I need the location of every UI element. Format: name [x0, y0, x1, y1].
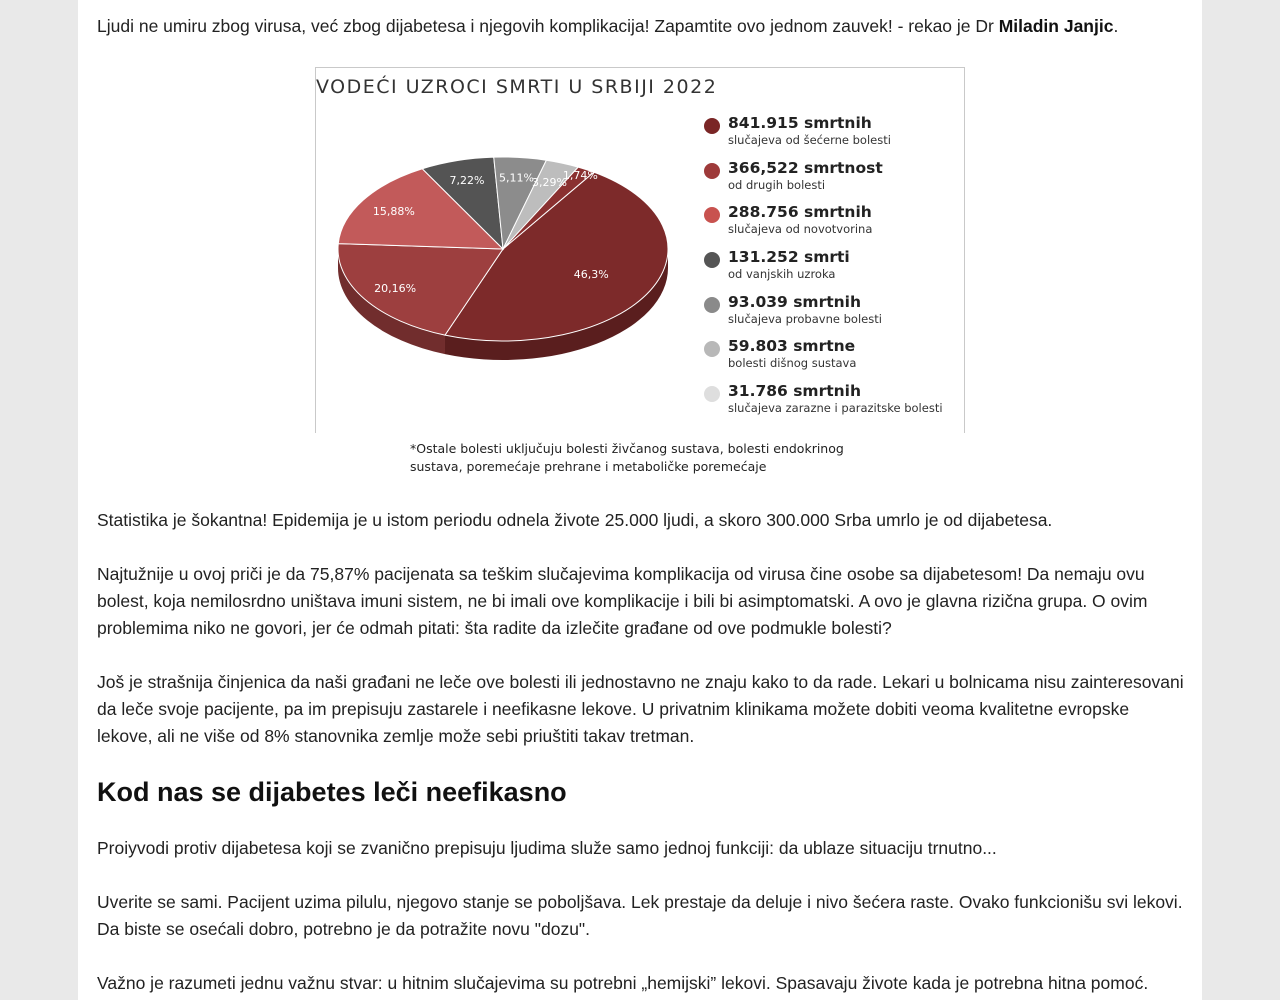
legend-item	[704, 337, 959, 382]
legend-description: slučajeva od novotvorina	[728, 222, 873, 237]
legend-swatch	[704, 163, 720, 179]
chart-figure	[315, 67, 965, 433]
legend-item	[704, 248, 959, 293]
legend-swatch	[704, 252, 720, 268]
chart-legend	[704, 114, 959, 427]
pie-slice-label: 20,16%	[374, 282, 417, 296]
paragraph-saddest: Najtužnije u ovoj priči je da 75,87% pacijenata sa teškim slučajevima komplikacija od virusa čine osobe sa dijabetesom! Da nemaju ovu bolest, koja nemilosrdno uništava imuni sistem, ne bi imali ove komplikacije i bili bi asimptomatski. A ovo je glavna rizična grupa. O ovim problemima niko ne govori, jer će odmah pitati: šta radite da izlečite građane od ove podmukle bolesti?	[97, 564, 1148, 638]
paragraph-see-yourself: Uverite se sami. Pacijent uzima pilulu, njegovo stanje se poboljšava. Lek prestaje da deluje i nivo šećera raste. Ovako funkcionišu svi lekovi. Da biste se osećali dobro, potrebno je da potražite novu "dozu".	[97, 892, 1183, 939]
legend-value: 366,522 smrtnost	[728, 158, 883, 177]
section-heading: Kod nas se dijabetes leči neefikasno	[97, 777, 567, 807]
article-page	[78, 0, 1202, 1000]
paragraph-important: Važno je razumeti jednu važnu stvar: u hitnim slučajevima su potrebni „hemijski” lekovi. Spasavaju živote kada je potrebna hitna pomoć.	[97, 973, 1149, 993]
legend-description: od vanjskih uzroka	[728, 267, 836, 282]
pie-chart	[316, 68, 718, 408]
pie-slice-label: 5,11%	[499, 171, 534, 185]
author-name: Miladin Janjic	[998, 16, 1114, 36]
paragraph-products: Proiyvodi protiv dijabetesa koji se zvanično prepisuju ljudima služe samo jednoj funkciji: da ublaze situaciju trnutno...	[97, 838, 997, 858]
legend-description: od drugih bolesti	[728, 177, 826, 192]
pie-slice-label: 15,88%	[372, 204, 415, 218]
chart-footnote: *Ostale bolesti uključuju bolesti živčanog sustava, bolesti endokrinog sustava, poremećaje prehrane i metaboličke poremećaje	[410, 441, 844, 474]
intro-text: Ljudi ne umiru zbog virusa, već zbog dijabetesa i njegovih komplikacija! Zapamtite ovo jednom zauvek! - rekao je Dr	[97, 16, 999, 36]
chart-title: VODEĆI UZROCI SMRTI U SRBIJI 2022	[316, 76, 718, 98]
legend-value: 59.803 smrtne	[728, 337, 856, 356]
legend-item	[704, 114, 959, 159]
legend-swatch	[704, 118, 720, 134]
legend-description: bolesti dišnog sustava	[728, 356, 857, 371]
legend-swatch	[704, 297, 720, 313]
pie-slice-label: 3,29%	[532, 176, 567, 190]
legend-item	[704, 203, 959, 248]
legend-item	[704, 382, 959, 427]
paragraph-worse-fact: Još je strašnija činjenica da naši građani ne leče ove bolesti ili jednostavno ne znaju kako to da rade. Lekari u bolnicama nisu zainteresovani da leče svoje pacijente, pa im prepisuju zastarele i neefikasne lekove. U privatnim klinikama možete dobiti veoma kvalitetne evropske lekove, ali ne više od 8% stanovnika zemlje može sebi priuštiti takav tretman.	[97, 672, 1184, 746]
legend-value: 31.786 smrtnih	[728, 382, 862, 401]
paragraph-statistics: Statistika je šokantna! Epidemija je u istom periodu odnela živote 25.000 ljudi, a skoro 300.000 Srba umrlo je od dijabetesa.	[97, 510, 1053, 530]
intro-paragraph	[97, 13, 1187, 40]
legend-item	[704, 293, 959, 338]
legend-swatch	[704, 341, 720, 357]
legend-description: slučajeva zarazne i parazitske bolesti	[728, 401, 943, 416]
legend-description: slučajeva od šećerne bolesti	[728, 133, 891, 147]
legend-value: 131.252 smrti	[728, 248, 850, 267]
pie-slice-label: 46,3%	[573, 268, 609, 282]
legend-description: slučajeva probavne bolesti	[728, 311, 882, 326]
legend-value: 841.915 smrtnih	[728, 114, 872, 132]
legend-swatch	[704, 386, 720, 402]
legend-item	[704, 159, 959, 204]
pie-slice-label: 7,22%	[449, 174, 485, 188]
legend-value: 93.039 smrtnih	[728, 292, 862, 311]
legend-value: 288.756 smrtnih	[728, 203, 872, 222]
pie-slice-label: 1,74%	[562, 169, 598, 183]
intro-end: .	[1113, 16, 1119, 36]
legend-swatch	[704, 207, 720, 223]
